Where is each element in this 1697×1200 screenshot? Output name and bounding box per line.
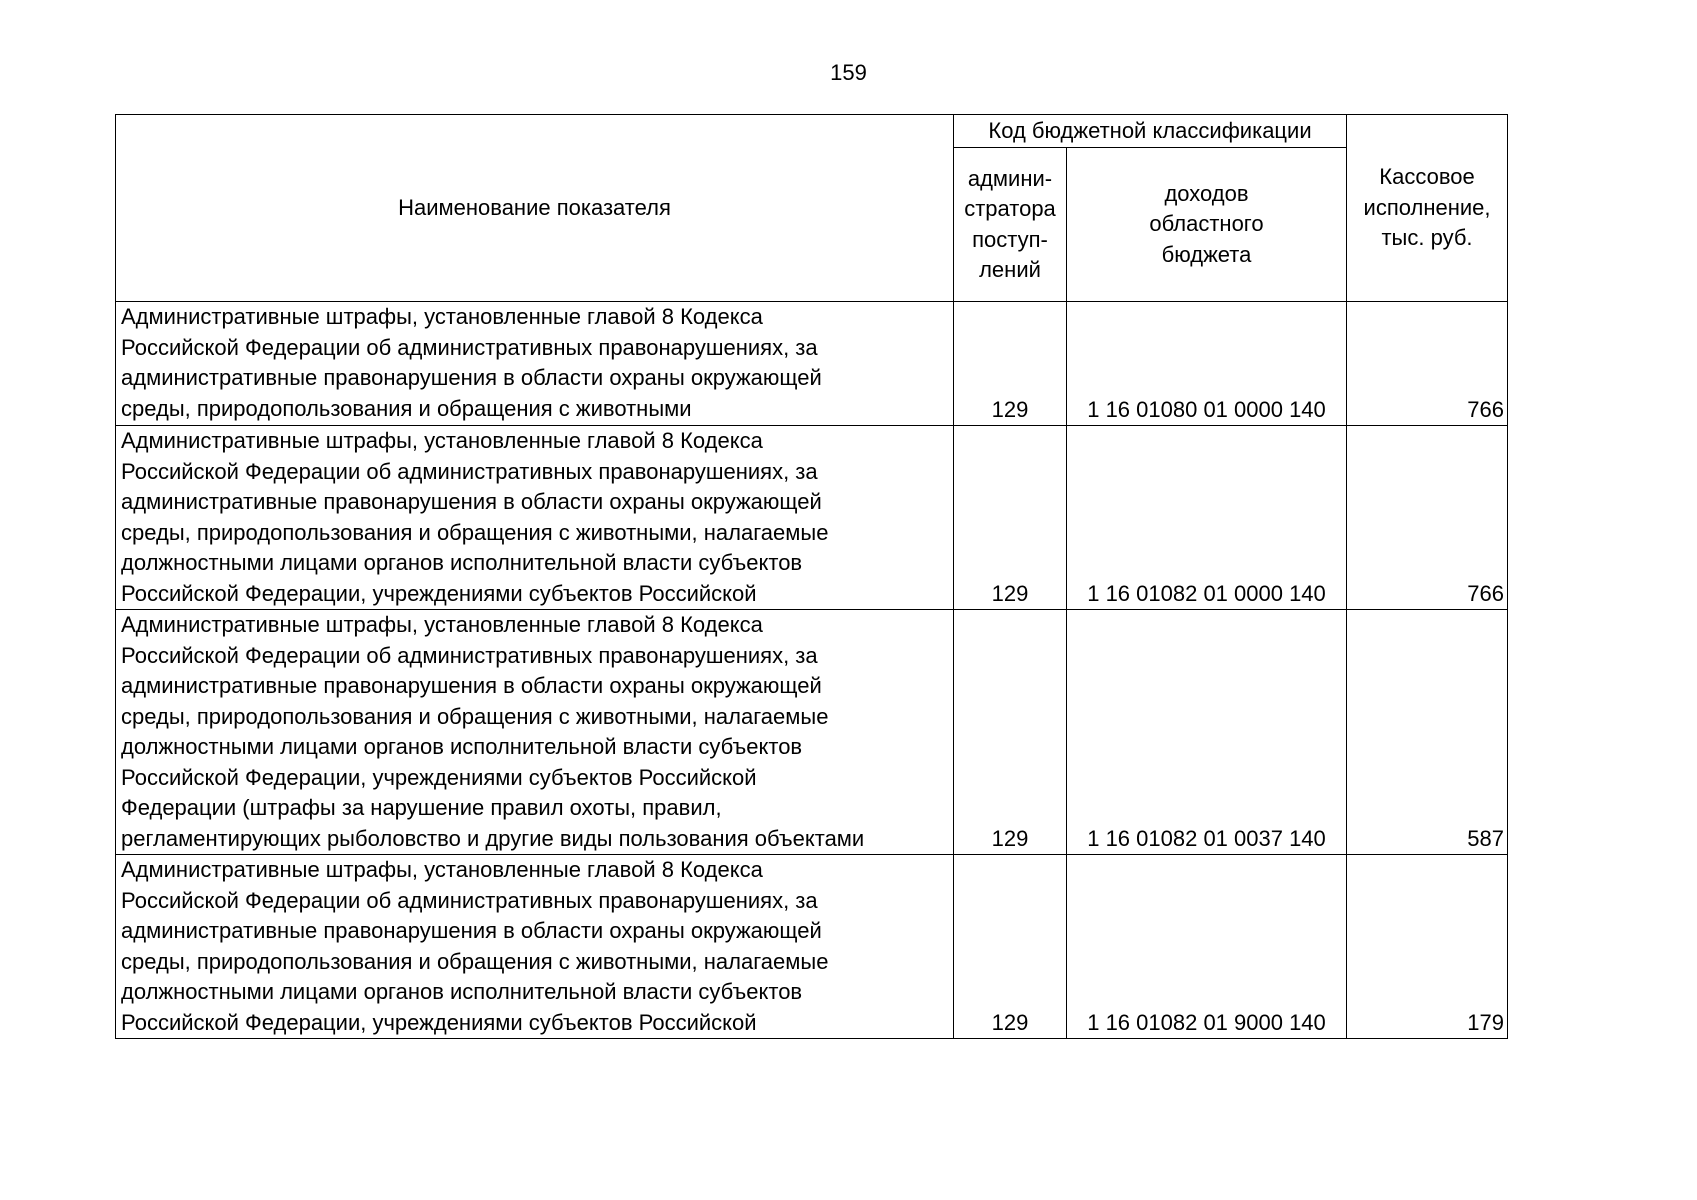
header-regional-budget-income bbox=[1067, 148, 1347, 302]
table-row bbox=[116, 302, 1508, 426]
row-administrator-code: 129 bbox=[954, 302, 1067, 426]
table-row bbox=[116, 426, 1508, 610]
header-regional-budget-income-label: доходов областного бюджета bbox=[1149, 180, 1264, 267]
table-row bbox=[116, 610, 1508, 855]
header-indicator-name: Наименование показателя bbox=[116, 115, 954, 302]
row-income-code: 1 16 01082 01 9000 140 bbox=[1067, 855, 1347, 1039]
budget-table bbox=[115, 114, 1508, 1039]
page-number: 159 bbox=[830, 60, 867, 85]
row-indicator-name bbox=[116, 426, 954, 610]
row-indicator-text: Административные штрафы, установленные главой 8 Кодекса Российской Федерации об административных правонарушениях, за административные правонарушения в области охраны окружающей среды, природопользования и обращения с животными bbox=[121, 304, 822, 421]
header-row-top bbox=[116, 115, 1508, 148]
header-administrator bbox=[954, 148, 1067, 302]
row-amount: 587 bbox=[1347, 610, 1508, 855]
row-amount: 179 bbox=[1347, 855, 1508, 1039]
row-amount: 766 bbox=[1347, 302, 1508, 426]
row-indicator-text: Административные штрафы, установленные главой 8 Кодекса Российской Федерации об административных правонарушениях, за административные правонарушения в области охраны окружающей среды, природопользования и обращения с животными, налагаемые должностными лицами органов исполнительной власти субъектов Российской Федерации, учреждениями субъектов Российской bbox=[121, 857, 829, 1035]
header-cash-execution-label: Кассовое исполнение, тыс. руб. bbox=[1363, 164, 1491, 251]
row-income-code: 1 16 01082 01 0000 140 bbox=[1067, 426, 1347, 610]
header-cash-execution bbox=[1347, 115, 1508, 302]
header-administrator-label: админи- стратора поступ- лений bbox=[964, 165, 1056, 283]
row-indicator-text: Административные штрафы, установленные главой 8 Кодекса Российской Федерации об административных правонарушениях, за административные правонарушения в области охраны окружающей среды, природопользования и обращения с животными, налагаемые должностными лицами органов исполнительной власти субъектов Российской Федерации, учреждениями субъектов Российской Федерации (штрафы за нарушение правил охоты, правил, регламентирующих рыболовство и другие виды пользования объектами bbox=[121, 612, 865, 851]
row-administrator-code: 129 bbox=[954, 610, 1067, 855]
header-budget-classification-code: Код бюджетной классификации bbox=[954, 115, 1347, 148]
row-indicator-name bbox=[116, 302, 954, 426]
row-administrator-code: 129 bbox=[954, 426, 1067, 610]
table-row bbox=[116, 855, 1508, 1039]
row-administrator-code: 129 bbox=[954, 855, 1067, 1039]
row-indicator-text: Административные штрафы, установленные главой 8 Кодекса Российской Федерации об административных правонарушениях, за административные правонарушения в области охраны окружающей среды, природопользования и обращения с животными, налагаемые должностными лицами органов исполнительной власти субъектов Российской Федерации, учреждениями субъектов Российской bbox=[121, 428, 829, 606]
row-income-code: 1 16 01080 01 0000 140 bbox=[1067, 302, 1347, 426]
row-amount: 766 bbox=[1347, 426, 1508, 610]
row-indicator-name bbox=[116, 610, 954, 855]
row-income-code: 1 16 01082 01 0037 140 bbox=[1067, 610, 1347, 855]
row-indicator-name bbox=[116, 855, 954, 1039]
